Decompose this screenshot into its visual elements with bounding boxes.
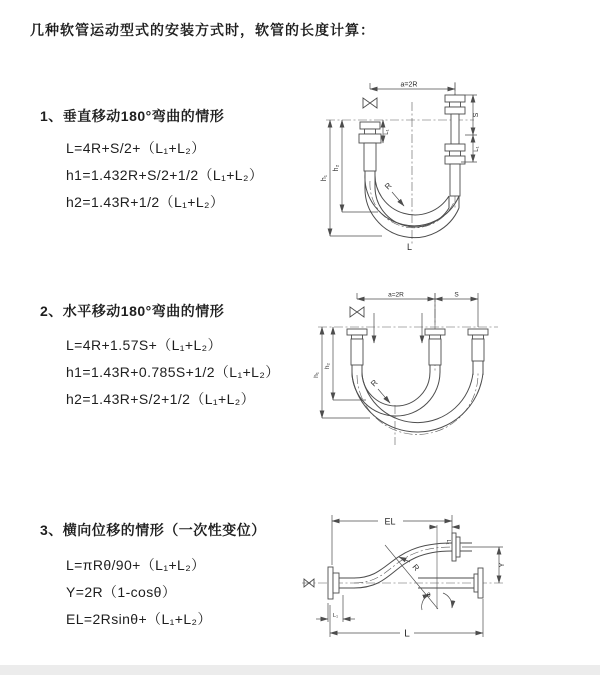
section-1-heading: 1、垂直移动180°弯曲的情形 <box>40 108 225 124</box>
dim-label-s: S <box>473 112 480 118</box>
radius-leader <box>392 192 404 206</box>
formula-s1-l: L=4R+S/2+（L₁+L₂） <box>66 140 206 156</box>
page-bottom-edge <box>0 665 600 675</box>
left-flange <box>328 567 339 599</box>
dim-label-l1-right: L₁ <box>474 146 480 152</box>
diagram-horizontal-180-bend <box>310 287 592 450</box>
dim-label-l1-bottom: L₁ <box>333 613 338 619</box>
dim-label-el: EL <box>384 516 396 527</box>
right-fitting <box>468 329 488 361</box>
dim-label-h2: h₂ <box>324 362 331 370</box>
formula-s3-el: EL=2Rsinθ+（L₁+L₂） <box>66 611 212 627</box>
formula-s2-l: L=4R+1.57S+（L₁+L₂） <box>66 337 222 353</box>
diagram-lateral-displacement <box>300 507 590 647</box>
length-label: L <box>407 242 413 252</box>
formula-s3-y: Y=2R（1-cosθ） <box>66 584 177 600</box>
angle-label: θ <box>427 592 431 599</box>
dim-label-l: L <box>404 628 410 640</box>
ext-lines-left <box>330 212 382 236</box>
valve-icon <box>363 98 377 108</box>
hose-outer-pos1 <box>352 372 440 416</box>
braided-hose-section <box>429 339 441 365</box>
radius-label: R <box>383 180 394 192</box>
formula-s2-h1: h1=1.43R+0.785S+1/2（L₁+L₂） <box>66 364 280 380</box>
braided-hose-section <box>450 164 460 196</box>
section-3-heading: 3、横向位移的情形（一次性变位） <box>40 522 266 538</box>
lower-right-flange <box>474 568 483 598</box>
dim-label-a2r: a=2R <box>388 291 404 299</box>
left-fitting <box>347 329 367 365</box>
dim-label-h2: h₂ <box>333 164 340 172</box>
hose-legs <box>352 361 483 375</box>
angle-arc-right <box>443 593 452 608</box>
valve-icon <box>350 307 364 317</box>
formula-s3-l: L=πRθ/90+（L₁+L₂） <box>66 557 206 573</box>
radius-label: R <box>410 562 422 573</box>
formula-s2-h2: h2=1.43R+S/2+1/2（L₁+L₂） <box>66 391 256 407</box>
dim-label-y: Y <box>499 562 506 568</box>
dim-label-h1: h₁ <box>313 372 320 378</box>
diagram-vertical-180-bend <box>312 76 582 254</box>
upper-right-flange <box>452 533 460 561</box>
radius-label: R <box>369 377 380 389</box>
hose-inner-pos1 <box>362 372 430 406</box>
dim-label-l1-left: L₁ <box>384 129 390 135</box>
dim-label-a2r: a=2R <box>400 81 418 89</box>
dim-label-s: S <box>454 291 459 299</box>
dim-label-l1-top: L₁ <box>445 539 451 545</box>
formula-s1-h2: h2=1.43R+1/2（L₁+L₂） <box>66 194 225 210</box>
radius-leader <box>378 389 390 403</box>
braided-hose-section <box>351 339 363 365</box>
dim-label-h1: h₁ <box>321 174 328 182</box>
braided-hose-section <box>364 143 376 171</box>
left-fitting <box>359 122 381 171</box>
middle-fitting <box>425 329 445 365</box>
braided-hose-section <box>472 339 484 361</box>
formula-s1-h1: h1=1.432R+S/2+1/2（L₁+L₂） <box>66 167 264 183</box>
ext-lines-top <box>357 293 478 327</box>
right-fitting <box>445 95 465 196</box>
page-title: 几种软管运动型式的安装方式时，软管的长度计算： <box>30 22 375 38</box>
section-2-heading: 2、水平移动180°弯曲的情形 <box>40 303 225 319</box>
